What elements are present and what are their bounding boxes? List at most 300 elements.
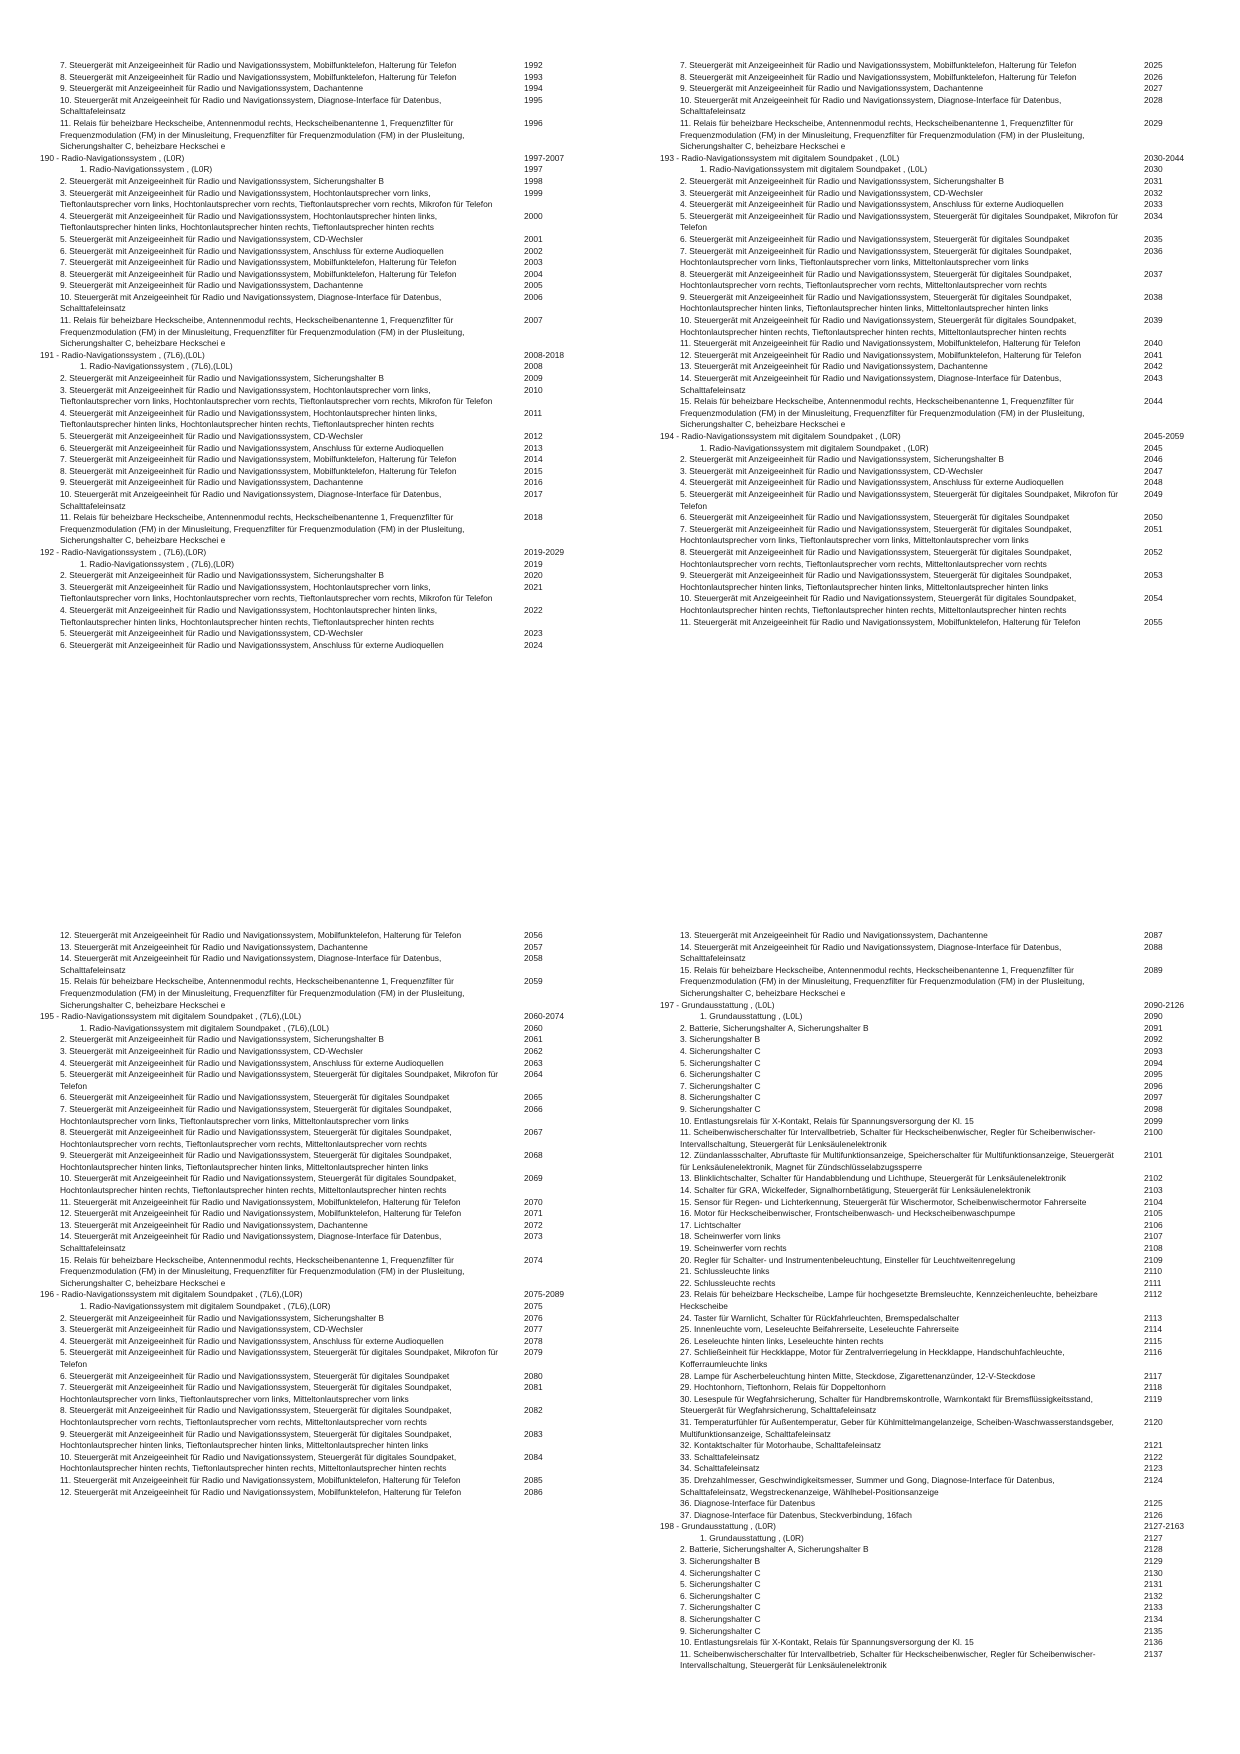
entry-page-number: 2063 [524,1057,543,1068]
list-item [660,1034,1220,1046]
list-item [660,72,1220,84]
entry-page-number: 2128 [1144,1544,1163,1555]
index-column-bottom-right [660,930,1220,1672]
entry-page-number: 2100 [1144,1127,1163,1138]
entry-page-number: 2019 [524,558,543,569]
entry-text: 10. Steuergerät mit Anzeigeeinheit für Radio und Navigationssystem, Steuergerät für digitales Soundpaket, Hochtonlautsprecher hinten rechts, Tieftonlautsprecher hinten rechts, Mitteltonlautsprecher hinten rechts [680,315,1077,337]
entry-page-number: 2098 [1144,1103,1163,1114]
entry-text: 35. Drehzahlmesser, Geschwindigkeitsmesser, Summer und Gong, Diagnose-Interface für Datenbus, Schalttafeleinsatz, Wegstreckenanzeige, Wählhebel-Positionsanzeige [680,1474,1055,1497]
list-item [660,164,1220,176]
list-item [40,477,600,489]
entry-page-number: 2054 [1144,593,1163,604]
entry-text: 5. Sicherungshalter C [680,1057,761,1068]
entry-text: 4. Steuergerät mit Anzeigeeinheit für Radio und Navigationssystem, Anschluss für externe Audioquellen [60,1057,444,1068]
list-item [660,373,1220,396]
entry-text: 9. Sicherungshalter C [680,1625,761,1636]
entry-page-number: 2080 [524,1370,543,1381]
list-item [660,1336,1220,1348]
entry-text: 9. Steuergerät mit Anzeigeeinheit für Radio und Navigationssystem, Dachantenne [60,477,364,488]
entry-page-number: 2012 [524,431,543,441]
list-item [660,1394,1220,1417]
entry-page-number: 1996 [524,117,543,128]
list-item [660,1347,1220,1370]
entry-text: 2. Steuergerät mit Anzeigeeinheit für Radio und Navigationssystem, Sicherungshalter B [60,175,385,186]
entry-text: 3. Sicherungshalter B [680,1556,761,1567]
list-item [40,1104,600,1127]
entry-text: 11. Relais für beheizbare Heckscheibe, Antennenmodul rechts, Heckscheibenantenne 1, Frequenzfilter für Frequenzmodulation (FM) in der Minusleitung, Frequenzfilter für Frequenzmodulation (FM) in der Plusleitung, Sicherungshalter C, beheizbare Heckschei e [680,117,1085,152]
entry-text: 5. Steuergerät mit Anzeigeeinheit für Radio und Navigationssystem, Steuergerät für digitales Soundpaket, Mikrofon für Telefon [680,210,1119,233]
entry-page-number: 2001 [524,233,543,244]
entry-page-number: 2059 [524,976,543,987]
entry-page-number: 2121 [1144,1440,1163,1451]
entry-text: 6. Steuergerät mit Anzeigeeinheit für Radio und Navigationssystem, Steuergerät für digitales Soundpaket [60,1370,450,1381]
entry-text: 14. Steuergerät mit Anzeigeeinheit für Radio und Navigationssystem, Diagnose-Interface für Datenbus, Schalttafeleinsatz [60,953,442,975]
entry-page-number: 2014 [524,454,543,465]
list-item [660,1255,1220,1267]
list-item [660,188,1220,200]
entry-page-number: 2030-2044 [1144,152,1185,163]
list-item [660,1568,1220,1580]
entry-page-number: 2081 [524,1382,543,1393]
list-item [40,72,600,84]
entry-page-number: 2045-2059 [1144,431,1185,441]
entry-page-number: 1992 [524,60,543,70]
entry-text: 5. Steuergerät mit Anzeigeeinheit für Radio und Navigationssystem, CD-Wechsler [60,233,363,244]
entry-text: 9. Steuergerät mit Anzeigeeinheit für Radio und Navigationssystem, Dachantenne [680,83,984,94]
entry-text: 24. Taster für Warnlicht, Schalter für Rückfahrleuchten, Bremspedalschalter [680,1312,960,1323]
entry-page-number: 2045 [1144,442,1163,453]
entry-page-number: 2023 [524,628,543,639]
entry-page-number: 2127 [1144,1532,1163,1543]
entry-text: 14. Steuergerät mit Anzeigeeinheit für Radio und Navigationssystem, Diagnose-Interface für Datenbus, Schalttafeleinsatz [60,1231,442,1254]
list-item [660,350,1220,362]
entry-text: 8. Steuergerät mit Anzeigeeinheit für Radio und Navigationssystem, Mobilfunktelefon, Halterung für Telefon [60,71,457,82]
list-item [660,1208,1220,1220]
entry-text: 12. Zündanlassschalter, Abruftaste für Multifunktionsanzeige, Speicherschalter für Multifunktionsanzeige, Steuergerät für Lenksäulenelektronik, Magnet für Zündschlüsselabzugssperre [680,1150,1114,1172]
entry-page-number: 2029 [1144,117,1163,128]
entry-page-number: 2067 [524,1127,543,1138]
list-item [660,1023,1220,1035]
list-item [660,1649,1220,1672]
entry-page-number: 2101 [1144,1150,1163,1161]
entry-page-number: 2075-2089 [524,1289,565,1300]
entry-text: 1. Radio-Navigationssystem mit digitalem Soundpaket , (L0L) [700,164,928,175]
entry-page-number: 2125 [1144,1498,1163,1509]
list-item [40,1127,600,1150]
list-item [40,83,600,95]
list-item [660,1243,1220,1255]
entry-text: 7. Steuergerät mit Anzeigeeinheit für Radio und Navigationssystem, Steuergerät für digitales Soundpaket, Hochtonlautsprecher vorn links, Tieftonlautsprecher vorn links, Mitteltonlautsprecher vorn links [680,523,1072,546]
entry-page-number: 2097 [1144,1092,1163,1103]
list-item [40,292,600,315]
entry-text: 1. Radio-Navigationssystem mit digitalem Soundpaket , (7L6),(L0R) [80,1301,331,1311]
entry-page-number: 2086 [524,1486,543,1497]
list-item [40,628,600,640]
entry-text: 6. Steuergerät mit Anzeigeeinheit für Radio und Navigationssystem, Anschluss für externe Audioquellen [60,245,444,256]
list-item [660,1544,1220,1556]
entry-page-number: 2069 [524,1173,543,1184]
entry-page-number: 1995 [524,94,543,105]
list-item [660,1498,1220,1510]
list-item [40,582,600,605]
entry-page-number: 2136 [1144,1637,1163,1648]
entry-text: 12. Steuergerät mit Anzeigeeinheit für Radio und Navigationssystem, Mobilfunktelefon, Halterung für Telefon [60,1486,462,1497]
list-item [40,976,600,1011]
list-item [660,930,1220,942]
entry-text: 33. Schalttafeleinsatz [680,1451,760,1462]
list-item [40,164,600,176]
entry-text: 5. Steuergerät mit Anzeigeeinheit für Radio und Navigationssystem, CD-Wechsler [60,628,363,639]
list-item [40,1487,600,1499]
list-item [660,1092,1220,1104]
entry-text: 18. Scheinwerfer vorn links [680,1231,781,1242]
entry-text: 13. Steuergerät mit Anzeigeeinheit für Radio und Navigationssystem, Dachantenne [60,941,368,952]
list-item [40,1220,600,1232]
entry-page-number: 2011 [524,407,543,418]
list-item [40,373,600,385]
entry-text: 8. Steuergerät mit Anzeigeeinheit für Radio und Navigationssystem, Steuergerät für digitales Soundpaket, Hochtonlautsprecher vorn rechts, Tieftonlautsprecher vorn rechts, Mitteltonlautsprecher vorn rechts [680,546,1072,569]
entry-page-number: 2003 [524,257,543,268]
entry-page-number: 2119 [1144,1393,1163,1404]
entry-page-number: 2079 [524,1347,543,1358]
list-item [40,118,600,153]
entry-page-number: 2002 [524,245,543,256]
entry-page-number: 2005 [524,280,543,291]
entry-text: 7. Steuergerät mit Anzeigeeinheit für Radio und Navigationssystem, Steuergerät für digitales Soundpaket, Hochtonlautsprecher vorn links, Tieftonlautsprecher vorn links, Mitteltonlautsprecher vorn links [680,245,1072,268]
entry-text: 8. Sicherungshalter C [680,1092,761,1103]
list-item [40,408,600,431]
entry-page-number: 2020 [524,570,543,581]
entry-page-number: 2039 [1144,315,1163,326]
entry-page-number: 2106 [1144,1219,1163,1230]
entry-text: 14. Steuergerät mit Anzeigeeinheit für Radio und Navigationssystem, Diagnose-Interface für Datenbus, Schalttafeleinsatz [680,373,1062,395]
entry-page-number: 2132 [1144,1590,1163,1601]
list-item [660,965,1220,1000]
entry-page-number: 2008 [524,361,543,372]
entry-text: 5. Steuergerät mit Anzeigeeinheit für Radio und Navigationssystem, Steuergerät für digitales Soundpaket, Mikrofon für Telefon [60,1347,499,1369]
entry-text: 2. Batterie, Sicherungshalter A, Sicherungshalter B [680,1022,869,1033]
entry-text: 10. Entlastungsrelais für X-Kontakt, Relais für Spannungsversorgung der Kl. 15 [680,1637,974,1648]
list-item [40,1429,600,1452]
entry-page-number: 2099 [1144,1115,1163,1126]
entry-text: 3. Steuergerät mit Anzeigeeinheit für Radio und Navigationssystem, CD-Wechsler [680,187,983,198]
entry-text: 11. Steuergerät mit Anzeigeeinheit für Radio und Navigationssystem, Mobilfunktelefon, Halterung für Telefon [680,338,1081,349]
entry-page-number: 2111 [1144,1277,1162,1288]
entry-text: 4. Steuergerät mit Anzeigeeinheit für Radio und Navigationssystem, Anschluss für externe Audioquellen [680,477,1064,488]
entry-page-number: 2046 [1144,454,1163,465]
list-item [40,280,600,292]
entry-page-number: 2032 [1144,187,1163,198]
entry-page-number: 2090 [1144,1011,1163,1022]
entry-text: 10. Steuergerät mit Anzeigeeinheit für Radio und Navigationssystem, Steuergerät für digitales Soundpaket, Hochtonlautsprecher hinten rechts, Tieftonlautsprecher hinten rechts, Mitteltonlautsprecher hinten rechts [60,1173,457,1196]
entry-text: 191 - Radio-Navigationssystem , (7L6),(L0L) [40,349,205,360]
list-item [40,1197,600,1209]
entry-text: 23. Relais für beheizbare Heckscheibe, Lampe für hochgesetzte Bremsleuchte, Kennzeichenleuchte, beheizbare Heckscheibe [680,1289,1098,1311]
entry-page-number: 2038 [1144,291,1163,302]
entry-page-number: 2090-2126 [1144,999,1185,1010]
list-item [40,942,600,954]
entry-page-number: 2116 [1144,1347,1163,1358]
entry-page-number: 2021 [524,581,543,592]
entry-text: 6. Sicherungshalter C [680,1590,761,1601]
entry-page-number: 2055 [1144,616,1163,627]
list-item [660,1475,1220,1498]
entry-text: 7. Steuergerät mit Anzeigeeinheit für Radio und Navigationssystem, Steuergerät für digitales Soundpaket, Hochtonlautsprecher vorn links, Tieftonlautsprecher vorn links, Mitteltonlautsprecher vorn links [60,1382,452,1404]
entry-page-number: 2131 [1144,1579,1163,1590]
list-item [660,1278,1220,1290]
entry-page-number: 2037 [1144,268,1163,279]
entry-text: 9. Steuergerät mit Anzeigeeinheit für Radio und Navigationssystem, Dachantenne [60,83,364,94]
entry-text: 32. Kontaktschalter für Motorhaube, Schalttafeleinsatz [680,1440,882,1451]
list-item [660,1058,1220,1070]
section-heading [660,1521,1220,1533]
entry-page-number: 2013 [524,442,543,453]
entry-text: 22. Schlussleuchte rechts [680,1277,776,1288]
entry-text: 4. Steuergerät mit Anzeigeeinheit für Radio und Navigationssystem, Hochtonlautsprecher hinten links, Tieftonlautsprecher hinten links, Hochtonlautsprecher hinten rechts, Tieftonlautsprecher hinten rechts [60,604,438,627]
entry-text: 6. Steuergerät mit Anzeigeeinheit für Radio und Navigationssystem, Steuergerät für digitales Soundpaket [60,1092,450,1103]
entry-text: 36. Diagnose-Interface für Datenbus [680,1498,816,1509]
entry-text: 195 - Radio-Navigationssystem mit digitalem Soundpaket , (7L6),(L0L) [40,1011,302,1022]
list-item [660,1116,1220,1128]
list-item [40,443,600,455]
list-item [40,269,600,281]
entry-text: 13. Steuergerät mit Anzeigeeinheit für Radio und Navigationssystem, Dachantenne [680,930,988,940]
entry-text: 6. Sicherungshalter C [680,1069,761,1080]
list-item [40,1046,600,1058]
entry-text: 12. Steuergerät mit Anzeigeeinheit für Radio und Navigationssystem, Mobilfunktelefon, Halterung für Telefon [60,930,462,940]
entry-text: 192 - Radio-Navigationssystem , (7L6),(L0R) [40,546,207,557]
entry-page-number: 2077 [524,1324,543,1335]
entry-page-number: 2133 [1144,1602,1163,1613]
entry-text: 5. Steuergerät mit Anzeigeeinheit für Radio und Navigationssystem, Steuergerät für digitales Soundpaket, Mikrofon für Telefon [60,1069,499,1091]
entry-text: 16. Motor für Heckscheibenwischer, Frontscheibenwasch- und Heckscheibenwaschpumpe [680,1208,1016,1219]
entry-text: 5. Steuergerät mit Anzeigeeinheit für Radio und Navigationssystem, Steuergerät für digitales Soundpaket, Mikrofon für Telefon [680,488,1119,511]
entry-text: 8. Steuergerät mit Anzeigeeinheit für Radio und Navigationssystem, Mobilfunktelefon, Halterung für Telefon [60,465,457,476]
entry-page-number: 2076 [524,1312,543,1323]
entry-text: 3. Steuergerät mit Anzeigeeinheit für Radio und Navigationssystem, Hochtonlautsprecher vorn links, Tieftonlautsprecher vorn links, Hochtonlautsprecher vorn rechts, Tieftonlautsprecher vorn rechts, Mikrofon für Telefon [60,581,493,604]
index-column-bottom-left [40,930,600,1498]
entry-page-number: 2092 [1144,1034,1163,1045]
list-item [40,1405,600,1428]
entry-page-number: 2024 [524,639,543,650]
entry-page-number: 2065 [524,1092,543,1103]
entry-page-number: 2075 [524,1301,543,1311]
entry-text: 9. Steuergerät mit Anzeigeeinheit für Radio und Navigationssystem, Steuergerät für digitales Soundpaket, Hochtonlautsprecher hinten links, Tieftonlautsprecher hinten links, Mitteltonlautsprecher hinten links [680,291,1072,314]
entry-text: 8. Steuergerät mit Anzeigeeinheit für Radio und Navigationssystem, Steuergerät für digitales Soundpaket, Hochtonlautsprecher vorn rechts, Tieftonlautsprecher vorn rechts, Mitteltonlautsprecher vorn rechts [60,1127,452,1149]
list-item [40,1336,600,1348]
section-heading [660,1000,1220,1012]
entry-page-number: 2108 [1144,1243,1163,1254]
entry-text: 8. Steuergerät mit Anzeigeeinheit für Radio und Navigationssystem, Steuergerät für digitales Soundpaket, Hochtonlautsprecher vorn rechts, Tieftonlautsprecher vorn rechts, Mitteltonlautsprecher vorn rechts [680,268,1072,291]
entry-page-number: 2066 [524,1103,543,1114]
list-item [40,640,600,652]
entry-text: 15. Relais für beheizbare Heckscheibe, Antennenmodul rechts, Heckscheibenantenne 1, Frequenzfilter für Frequenzmodulation (FM) in der Minusleitung, Frequenzfilter für Frequenzmodulation (FM) in der Plusleitung, Sicherungshalter C, beheizbare Heckschei e [60,1254,465,1288]
list-item [660,1463,1220,1475]
entry-text: 4. Sicherungshalter C [680,1567,761,1578]
entry-text: 4. Steuergerät mit Anzeigeeinheit für Radio und Navigationssystem, Anschluss für externe Audioquellen [60,1335,444,1346]
list-item [660,454,1220,466]
entry-text: 1. Radio-Navigationssystem , (7L6),(L0L) [80,361,233,372]
list-item [660,1104,1220,1116]
entry-page-number: 2030 [1144,164,1163,175]
list-item [660,95,1220,118]
entry-page-number: 1997 [524,164,543,175]
list-item [660,942,1220,965]
entry-text: 3. Steuergerät mit Anzeigeeinheit für Radio und Navigationssystem, Hochtonlautsprecher vorn links, Tieftonlautsprecher vorn links, Hochtonlautsprecher vorn rechts, Tieftonlautsprecher vorn rechts, Mikrofon für Telefon [60,187,493,210]
list-item [660,1556,1220,1568]
entry-page-number: 2071 [524,1208,543,1219]
entry-text: 9. Steuergerät mit Anzeigeeinheit für Radio und Navigationssystem, Steuergerät für digitales Soundpaket, Hochtonlautsprecher hinten links, Tieftonlautsprecher hinten links, Mitteltonlautsprecher hinten links [680,570,1072,592]
entry-text: 7. Sicherungshalter C [680,1080,761,1091]
entry-page-number: 2114 [1144,1324,1163,1335]
list-item [660,1382,1220,1394]
entry-text: 15. Sensor für Regen- und Lichterkennung, Steuergerät für Wischermotor, Scheibenwischermotor Fahrerseite [680,1196,1087,1207]
entry-page-number: 1994 [524,83,543,94]
entry-page-number: 2089 [1144,964,1163,975]
list-item [40,1058,600,1070]
entry-text: 4. Sicherungshalter C [680,1045,761,1056]
list-item [40,1301,600,1313]
list-item [40,1382,600,1405]
list-item [40,1313,600,1325]
entry-text: 17. Lichtschalter [680,1219,741,1230]
list-item [40,431,600,443]
entry-text: 2. Steuergerät mit Anzeigeeinheit für Radio und Navigationssystem, Sicherungshalter B [60,570,385,581]
list-item [40,1023,600,1035]
list-item [660,1266,1220,1278]
list-item [660,199,1220,211]
list-item [40,512,600,547]
entry-text: 7. Steuergerät mit Anzeigeeinheit für Radio und Navigationssystem, Mobilfunktelefon, Halterung für Telefon [60,257,457,268]
entry-page-number: 2061 [524,1034,543,1045]
list-item [660,234,1220,246]
section-heading [40,547,600,559]
entry-text: 11. Relais für beheizbare Heckscheibe, Antennenmodul rechts, Heckscheibenantenne 1, Frequenzfilter für Frequenzmodulation (FM) in der Minusleitung, Frequenzfilter für Frequenzmodulation (FM) in der Plusleitung, Sicherungshalter C, beheizbare Heckschei e [60,512,465,546]
entry-text: 25. Innenleuchte vorn, Leseleuchte Beifahrerseite, Leseleuchte Fahrerseite [680,1324,959,1335]
entry-text: 11. Scheibenwischerschalter für Intervallbetrieb, Schalter für Heckscheibenwischer, Regler für Scheibenwischer-Intervallschaltung, Steuergerät für Lenksäulenelektronik [680,1127,1096,1149]
entry-text: 9. Sicherungshalter C [680,1103,761,1114]
list-item [660,1231,1220,1243]
list-item [660,1324,1220,1336]
entry-page-number: 2017 [524,488,543,499]
entry-page-number: 2074 [524,1254,543,1265]
section-heading [40,350,600,362]
entry-text: 20. Regler für Schalter- und Instrumentenbeleuchtung, Einsteller für Leuchtweitenregelung [680,1254,1016,1265]
entry-page-number: 2105 [1144,1208,1163,1219]
list-item [40,211,600,234]
list-item [660,246,1220,269]
entry-text: 31. Temperaturfühler für Außentemperatur, Geber für Kühlmittelmangelanzeige, Scheiben-Waschwasserstandsgeber, Multifunktionsanzeige, Schalttafeleinsatz [680,1416,1114,1439]
list-item [660,593,1220,616]
entry-text: 5. Sicherungshalter C [680,1579,761,1590]
entry-text: 2. Batterie, Sicherungshalter A, Sicherungshalter B [680,1544,869,1555]
list-item [40,1231,600,1254]
entry-page-number: 2064 [524,1069,543,1080]
entry-page-number: 2007 [524,315,543,326]
entry-text: 7. Steuergerät mit Anzeigeeinheit für Radio und Navigationssystem, Mobilfunktelefon, Halterung für Telefon [60,454,457,465]
list-item [660,443,1220,455]
entry-page-number: 1998 [524,175,543,186]
list-item [660,396,1220,431]
entry-text: 11. Steuergerät mit Anzeigeeinheit für Radio und Navigationssystem, Mobilfunktelefon, Halterung für Telefon [680,616,1081,627]
list-item [660,570,1220,593]
list-item [40,234,600,246]
entry-text: 10. Steuergerät mit Anzeigeeinheit für Radio und Navigationssystem, Diagnose-Interface für Datenbus, Schalttafeleinsatz [680,94,1062,117]
entry-text: 6. Steuergerät mit Anzeigeeinheit für Radio und Navigationssystem, Anschluss für externe Audioquellen [60,442,444,453]
entry-text: 193 - Radio-Navigationssystem mit digitalem Soundpaket , (L0L) [660,152,900,163]
entry-text: 13. Blinklichtschalter, Schalter für Handabblendung und Lichthupe, Steuergerät für Lenksäulenelektronik [680,1173,1066,1184]
entry-page-number: 2093 [1144,1045,1163,1056]
entry-text: 12. Steuergerät mit Anzeigeeinheit für Radio und Navigationssystem, Mobilfunktelefon, Halterung für Telefon [60,1208,462,1219]
entry-page-number: 2102 [1144,1173,1163,1184]
list-item [40,188,600,211]
entry-page-number: 2041 [1144,349,1163,360]
entry-page-number: 2134 [1144,1614,1163,1625]
entry-text: 10. Steuergerät mit Anzeigeeinheit für Radio und Navigationssystem, Diagnose-Interface für Datenbus, Schalttafeleinsatz [60,488,442,511]
entry-text: 6. Steuergerät mit Anzeigeeinheit für Radio und Navigationssystem, Steuergerät für digitales Soundpaket [680,233,1070,244]
entry-text: 2. Steuergerät mit Anzeigeeinheit für Radio und Navigationssystem, Sicherungshalter B [60,1034,385,1045]
list-item [660,1289,1220,1312]
entry-text: 14. Steuergerät mit Anzeigeeinheit für Radio und Navigationssystem, Diagnose-Interface für Datenbus, Schalttafeleinsatz [680,941,1062,964]
entry-page-number: 2130 [1144,1567,1163,1578]
list-item [40,95,600,118]
list-item [40,559,600,571]
entry-page-number: 2110 [1144,1266,1163,1277]
entry-page-number: 2031 [1144,175,1163,186]
list-item [40,1150,600,1173]
entry-text: 27. Schließeinheit für Heckklappe, Motor für Zentralverriegelung in Heckklappe, Handschuhfachleuchte, Kofferraumleuchte links [680,1347,1065,1369]
list-item [660,1591,1220,1603]
entry-text: 19. Scheinwerfer vorn rechts [680,1243,787,1254]
entry-page-number: 2126 [1144,1509,1163,1520]
section-heading [40,1289,600,1301]
entry-text: 28. Lampe für Ascherbeleuchtung hinten Mitte, Steckdose, Zigarettenanzünder, 12-V-Steckdose [680,1370,1036,1381]
entry-page-number: 2094 [1144,1057,1163,1068]
list-item [660,512,1220,524]
entry-page-number: 2040 [1144,338,1163,349]
list-item [40,1092,600,1104]
entry-page-number: 2060 [524,1022,543,1033]
list-item [40,489,600,512]
entry-text: 4. Steuergerät mit Anzeigeeinheit für Radio und Navigationssystem, Hochtonlautsprecher hinten links, Tieftonlautsprecher hinten links, Hochtonlautsprecher hinten rechts, Tieftonlautsprecher hinten rechts [60,407,438,430]
list-item [660,83,1220,95]
entry-page-number: 2124 [1144,1474,1163,1485]
entry-text: 4. Steuergerät mit Anzeigeeinheit für Radio und Navigationssystem, Anschluss für externe Audioquellen [680,199,1064,210]
entry-text: 11. Steuergerät mit Anzeigeeinheit für Radio und Navigationssystem, Mobilfunktelefon, Halterung für Telefon [60,1474,461,1485]
list-item [40,361,600,373]
list-item [660,1371,1220,1383]
entry-page-number: 2135 [1144,1625,1163,1636]
entry-page-number: 2028 [1144,94,1163,105]
entry-page-number: 2026 [1144,71,1163,82]
entry-text: 37. Diagnose-Interface für Datenbus, Steckverbindung, 16fach [680,1509,912,1520]
list-item [660,292,1220,315]
list-item [40,1034,600,1046]
list-item [660,1173,1220,1185]
entry-page-number: 2123 [1144,1463,1163,1474]
list-item [660,477,1220,489]
entry-text: 10. Steuergerät mit Anzeigeeinheit für Radio und Navigationssystem, Diagnose-Interface für Datenbus, Schalttafeleinsatz [60,94,442,117]
entry-text: 11. Relais für beheizbare Heckscheibe, Antennenmodul rechts, Heckscheibenantenne 1, Frequenzfilter für Frequenzmodulation (FM) in der Minusleitung, Frequenzfilter für Frequenzmodulation (FM) in der Plusleitung, Sicherungshalter C, beheizbare Heckschei e [60,117,465,152]
entry-page-number: 2073 [524,1231,543,1242]
list-item [40,385,600,408]
entry-text: 3. Sicherungshalter B [680,1034,761,1045]
list-item [660,1417,1220,1440]
entry-text: 194 - Radio-Navigationssystem mit digitalem Soundpaket , (L0R) [660,431,901,441]
entry-page-number: 2022 [524,604,543,615]
entry-page-number: 2078 [524,1335,543,1346]
entry-page-number: 2047 [1144,465,1163,476]
